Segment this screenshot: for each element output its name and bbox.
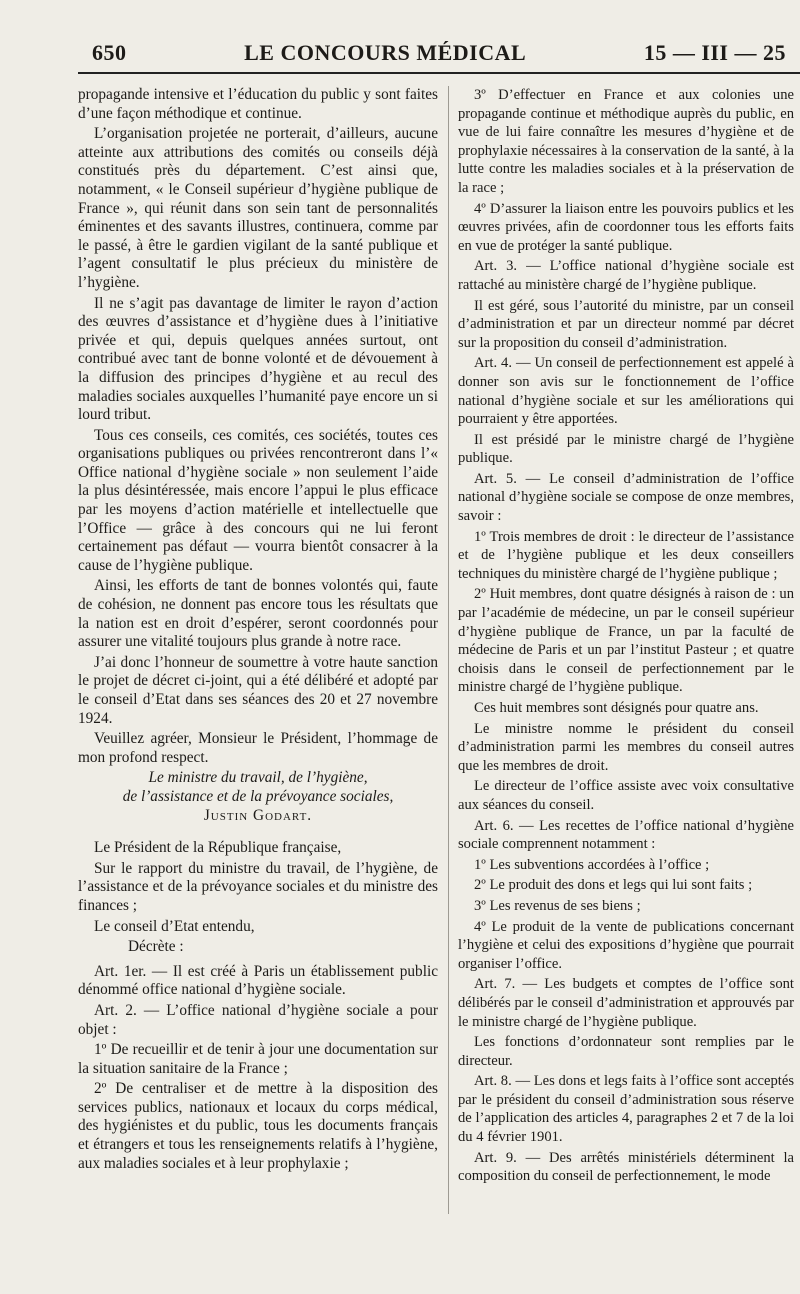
paragraph: Il est présidé par le ministre chargé de l’hygiène publique. <box>458 431 794 467</box>
paragraph: Art. 9. — Des arrêtés ministériels déterminent la composition du conseil de perfectionnement, le mode <box>458 1149 794 1185</box>
left-column <box>78 86 438 1224</box>
paragraph: Art. 2. — L’office national d’hygiène sociale a pour objet : <box>78 1001 438 1038</box>
paragraph: Les fonctions d’ordonnateur sont remplies par le directeur. <box>458 1034 794 1069</box>
paragraph: Ces huit membres sont désignés pour quatre ans. <box>474 700 759 716</box>
page-number: 650 <box>92 40 127 65</box>
paragraph: 2º De centraliser et de mettre à la disposition des services publics, nationaux et locaux du corps médical, des hygiénistes et du public, tous les documents français et étrangers et tous les renseignements relatifs à l’hygiène, aux maladies sociales et à leur prophylaxie ; <box>78 1080 438 1172</box>
signature-line-2: de l’assistance et de la prévoyance sociales, <box>122 787 394 805</box>
issue-date: 15 — III — 25 <box>643 40 786 65</box>
paragraph: L’organisation projetée ne porterait, d’ailleurs, aucune atteinte aux attributions des comités ou conseils déjà constitués près du département. C’est ainsi que, notamment, « le Conseil supérieur d’hygiène publique de France », qui réunit dans son sein tant de personnalités éminentes et des savants illustres, continuera, comme par le passé, à être le gardien vigilant de la santé publique et l’agent consultatif le plus précieux du ministère de l’hygiène. <box>78 125 438 291</box>
paragraph: 2º Huit membres, dont quatre désignés à raison de : un par l’académie de médecine, un par le conseil supérieur d’hygiène publique de France, un par la faculté de médecine de Paris et un par l’institut Pasteur ; et quatre choisis dans le conseil de perfectionnement par le ministre chargé de l’hygiène publique. <box>458 586 794 696</box>
paragraph: Le ministre nomme le président du conseil d’administration parmi les membres du conseil autres que les membres de droit. <box>458 720 794 774</box>
paragraph: Le directeur de l’office assiste avec voix consultative aux séances du conseil. <box>458 778 794 813</box>
paragraph: 3º Les revenus de ses biens ; <box>474 897 641 914</box>
paragraph: Art. 6. — Les recettes de l’office national d’hygiène sociale comprennent notamment : <box>458 817 794 853</box>
paragraph: J’ai donc l’honneur de soumettre à votre haute sanction le projet de décret ci-joint, qui a été délibéré et adopté par le conseil d’Etat dans ses séances des 20 et 27 novembre 1924. <box>78 653 438 727</box>
paragraph: Art. 3. — L’office national d’hygiène sociale est rattaché au ministère chargé de l’hygiène publique. <box>458 258 794 293</box>
paragraph: Il est géré, sous l’autorité du ministre, par un conseil d’administration et par un directeur nommé par décret sur la proposition du conseil d’administration. <box>458 297 794 351</box>
column-divider <box>448 86 449 1214</box>
paragraph: Sur le rapport du ministre du travail, de l’hygiène, de l’assistance et de la prévoyance sociales et du ministre des finances ; <box>78 859 438 914</box>
signature-name <box>78 807 438 826</box>
paragraph: Art. 1er. — Il est créé à Paris un établissement public dénommé office national d’hygiène sociale. <box>78 962 438 999</box>
header-rule <box>78 72 800 74</box>
paragraph: 1º De recueillir et de tenir à jour une documentation sur la situation sanitaire de la France ; <box>78 1041 438 1077</box>
paragraph: propagande intensive et l’éducation du public y sont faites d’une façon méthodique et continue. <box>78 86 438 122</box>
paragraph: 4º Le produit de la vente de publications concernant l’hygiène et celui des expositions d’hygiène que pourrait organiser l’office. <box>458 918 794 972</box>
paragraph: Art. 4. — Un conseil de perfectionnement est appelé à donner son avis sur le fonctionnement de l’office national d’hygiène sociale et sur les améliorations qui pourraient y être apportées. <box>458 355 794 428</box>
paragraph: 4º D’assurer la liaison entre les pouvoirs publics et les œuvres privées, afin de coordonner tous les efforts faits en vue de protéger la santé publique. <box>458 200 794 254</box>
paragraph: 2º Le produit des dons et legs qui lui sont faits ; <box>474 877 753 894</box>
paragraph: 1º Trois membres de droit : le directeur de l’assistance et de l’hygiène publique et les deux conseillers techniques du ministère chargé de l’hygiène publique ; <box>458 528 794 582</box>
journal-title: LE CONCOURS MÉDICAL <box>244 40 527 65</box>
paragraph: Le Président de la République française, <box>94 839 342 857</box>
paragraph: Art. 7. — Les budgets et comptes de l’office sont délibérés par le conseil d’administration et approuvés par le ministre chargé de l’hygiène publique. <box>458 976 794 1030</box>
paragraph: 1º Les subventions accordées à l’office ; <box>474 856 710 873</box>
signature-line-1: Le ministre du travail, de l’hygiène, <box>148 769 368 787</box>
paragraph: 3º D’effectuer en France et aux colonies une propagande continue et méthodique auprès du public, en vue de lui faire connaître les mesures d’hygiène et de prophylaxie nécessaires à la conservation de la santé, à la lutte contre les maladies sociales et à la préservation de la race ; <box>458 87 794 196</box>
paragraph: Art. 5. — Le conseil d’administration de l’office national d’hygiène sociale se compose de onze membres, savoir : <box>458 470 794 525</box>
paragraph: Tous ces conseils, ces comités, ces sociétés, toutes ces organisations publiques ou privées rencontreront dans l’« Office national d’hygiène sociale » non seulement l’aide la plus désintéressée, mais encore l’appui le plus efficace par les moyens d’action matérielle et intellectuelle que l’Office — grâce à des concours qui ne lui feront certainement pas défaut — vourra bientôt consacrer à la cause de l’hygiène publique. <box>78 426 438 574</box>
signatory: Justin Godart. <box>203 806 313 824</box>
right-column <box>458 86 794 1224</box>
paragraph: Art. 8. — Les dons et legs faits à l’office sont acceptés par le président du conseil d’administration sous réserve de l’application des articles 4, paragraphes 2 et 7 de la loi du 4 février 1901. <box>458 1073 794 1146</box>
paragraph: Il ne s’agit pas davantage de limiter le rayon d’action des œuvres d’assistance et d’hygiène dues à l’initiative privée et qui, depuis quelques années surtout, ont contribué avec tant de bonne volonté et de dévouement à la diffusion des principes d’hygiène et au recul des maladies sociales auxquelles l’humanité paye encore un si lourd tribut. <box>78 294 438 424</box>
paragraph: Ainsi, les efforts de tant de bonnes volontés qui, faute de cohésion, ne donnent pas encore tous les résultats que la nation est en droit d’espérer, seront coordonnés pour assurer une vitalité toujours plus grande à notre race. <box>78 577 438 651</box>
running-head <box>92 40 786 70</box>
paragraph: Décrète : <box>128 938 184 956</box>
paragraph: Le conseil d’Etat entendu, <box>94 917 255 935</box>
paragraph: Veuillez agréer, Monsieur le Président, l’hommage de mon profond respect. <box>78 730 438 766</box>
